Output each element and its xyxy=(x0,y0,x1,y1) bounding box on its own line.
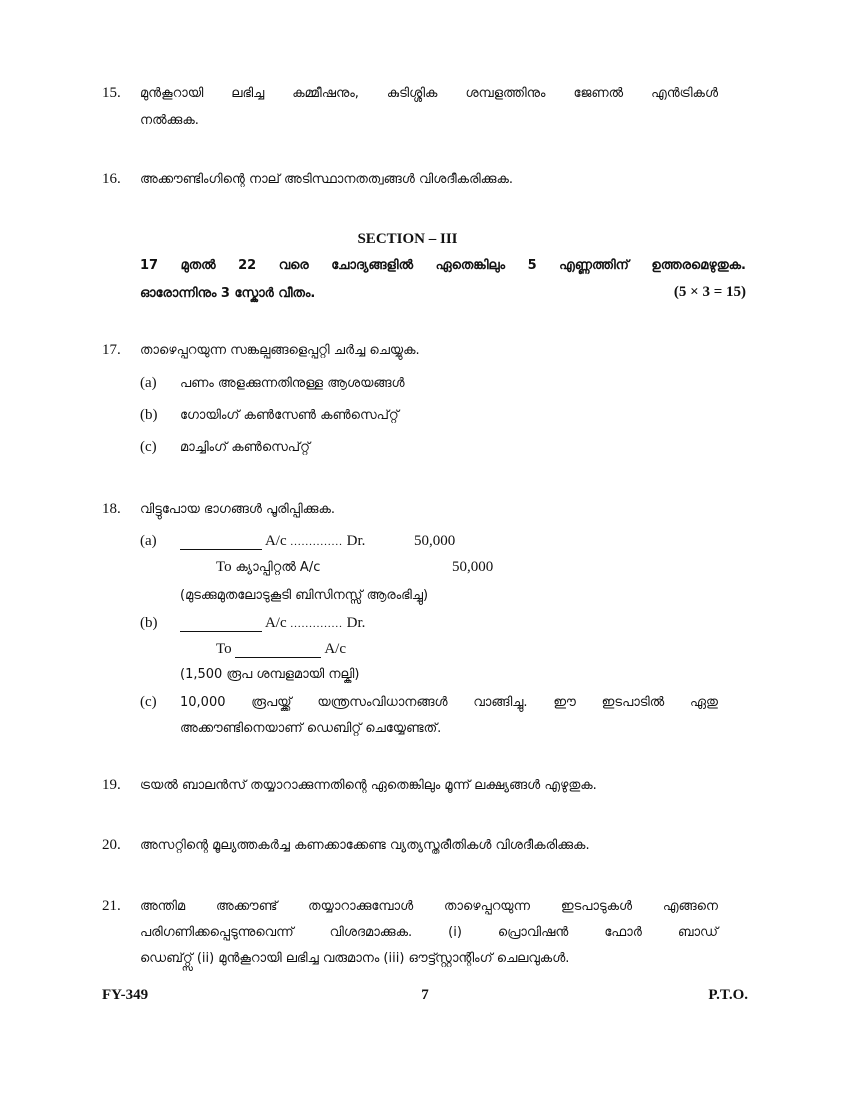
question-18-number: 18. xyxy=(102,501,121,517)
question-17-number: 17. xyxy=(102,342,121,358)
q17-item-a-label: (a) xyxy=(140,375,157,391)
question-16-text: അക്കൗണ്ടിംഗിന്റെ നാല് അടിസ്ഥാനതത്വങ്ങൾ വിശദീകരിക്കുക. xyxy=(140,172,514,187)
q18-b-dots: .............. xyxy=(290,618,343,630)
question-21-number: 21. xyxy=(102,898,121,914)
q18-a-credit-amount: 50,000 xyxy=(452,559,494,575)
q18-b-debit-blank xyxy=(180,617,262,632)
q18-b-credit-blank xyxy=(235,643,321,658)
footer-page-number: 7 xyxy=(421,987,429,1003)
question-21-line-2: പരിഗണിക്കപ്പെടുന്നുവെന്ന് വിശദമാക്കുക. (i) പ്രൊവിഷൻ ഫോർ ബാഡ് xyxy=(140,925,718,940)
q18-a-debit-amount: 50,000 xyxy=(414,533,456,549)
q18-a-debit-account: A/c xyxy=(264,533,287,549)
q18-a-credit-account: ക്യാപ്പിറ്റൽ A/c xyxy=(235,560,321,575)
section-instruction-1: 17 മുതൽ 22 വരെ ചോദ്യങ്ങളിൽ ഏതെങ്കിലും 5 എണ്ണത്തിന് ഉത്തരമെഴുതുക. xyxy=(140,258,746,273)
q18-b-dr: Dr. xyxy=(346,615,366,631)
question-15-number: 15. xyxy=(102,85,121,101)
q18-c-line-1: 10,000 രൂപയ്ക്ക് യന്ത്രസംവിധാനങ്ങൾ വാങ്ങിച്ചു. ഈ ഇടപാടിൽ ഏതു xyxy=(180,695,718,710)
q18-a-narration: (മുടക്കുമുതലോടുകൂടി ബിസിനസ്സ് ആരംഭിച്ചു) xyxy=(180,588,429,603)
question-19-number: 19. xyxy=(102,777,121,793)
q17-item-c-label: (c) xyxy=(140,439,157,455)
q18-b-credit-account: A/c xyxy=(324,641,346,657)
q17-item-b-text: ഗോയിംഗ് കൺസേൺ കൺസെപ്റ്റ് xyxy=(180,408,399,423)
footer-pto: P.T.O. xyxy=(708,987,748,1003)
q17-item-b-label: (b) xyxy=(140,407,158,423)
q18-a-label: (a) xyxy=(140,533,157,549)
q18-a-dr: Dr. xyxy=(346,533,366,549)
q18-b-narration: (1,500 രൂപ ശമ്പളമായി നല്കി) xyxy=(180,667,360,682)
question-16-number: 16. xyxy=(102,171,121,187)
question-21-line-1: അന്തിമ അക്കൗണ്ട് തയ്യാറാക്കുമ്പോൾ താഴെപ്പറയുന്ന ഇടപാടുകൾ എങ്ങനെ xyxy=(140,899,718,914)
question-20-number: 20. xyxy=(102,837,121,853)
q18-a-debit-blank xyxy=(180,535,262,550)
q18-a-credit-row xyxy=(216,559,320,576)
q18-b-debit-row xyxy=(180,615,365,632)
q18-b-credit-row xyxy=(216,641,346,658)
q17-item-c-text: മാച്ചിംഗ് കൺസെപ്റ്റ് xyxy=(180,440,310,455)
q18-b-label: (b) xyxy=(140,615,158,631)
q18-c-label: (c) xyxy=(140,694,157,710)
question-15-line-2: നൽക്കുക. xyxy=(140,113,199,128)
question-19-text: ട്രയൽ ബാലൻസ് തയ്യാറാക്കുന്നതിന്റെ ഏതെങ്കിലും മൂന്ന് ലക്ഷ്യങ്ങൾ എഴുതുക. xyxy=(140,778,597,793)
q18-c-line-2: അക്കൗണ്ടിനെയാണ് ഡെബിറ്റ് ചെയ്യേണ്ടത്. xyxy=(180,721,442,736)
question-15-line-1: മുൻകൂറായി ലഭിച്ച കമ്മീഷനും, കുടിശ്ശിക ശമ്പളത്തിനും ജേണൽ എൻട്രികൾ xyxy=(140,86,718,101)
q18-b-debit-account: A/c xyxy=(264,615,287,631)
question-18-text: വിട്ടുപോയ ഭാഗങ്ങൾ പൂരിപ്പിക്കുക. xyxy=(140,502,336,517)
section-instruction-2: ഓരോന്നിനും 3 സ്കോർ വീതം. xyxy=(140,286,316,301)
question-21-line-3: ഡെബ്റ്റ്സ് (ii) മുൻകൂറായി ലഭിച്ച വരുമാനം (iii) ഔട്ട്സ്റ്റാന്റിംഗ് ചെലവുകൾ. xyxy=(140,951,570,966)
q18-b-to: To xyxy=(216,641,232,657)
question-20-text: അസറ്റിന്റെ മൂല്യത്തകർച്ച കണക്കാക്കേണ്ട വ്യത്യസ്തരീതികൾ വിശദീകരിക്കുക. xyxy=(140,838,590,853)
q18-a-to: To xyxy=(216,559,232,575)
q18-a-debit-row xyxy=(180,533,365,550)
q18-a-dots: .............. xyxy=(290,536,343,548)
q17-item-a-text: പണം അളക്കുന്നതിനുള്ള ആശയങ്ങൾ xyxy=(180,376,405,391)
question-17-text: താഴെപ്പറയുന്ന സങ്കല്പങ്ങളെപ്പറ്റി ചർച്ച ചെയ്യുക. xyxy=(140,343,420,358)
footer-exam-code: FY-349 xyxy=(102,987,149,1003)
section-marks: (5 × 3 = 15) xyxy=(673,284,746,300)
section-title: SECTION – III xyxy=(357,231,458,247)
